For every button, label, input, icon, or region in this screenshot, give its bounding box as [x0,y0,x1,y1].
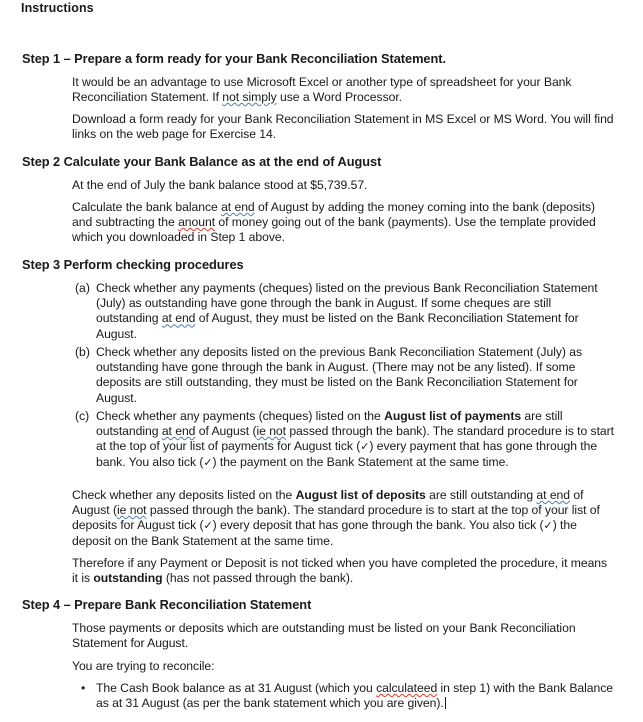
misspelling-calculateed: calculateed [376,681,438,695]
grammar-flag-at-end-3: at end [161,424,196,439]
grammar-flag-not-simply: not simply [222,90,277,105]
step-1-heading: Step 1 – Prepare a form ready for your Bank Reconciliation Statement. [22,51,446,66]
grammar-flag-ie-not-1: ie not [256,424,286,439]
step-3-summary-paragraph: Therefore if any Payment or Deposit is not ticked when you have completed the procedure, it means it is outstanding (has not passed through the bank). [72,556,608,586]
list-marker-b: (b) [75,345,90,359]
grammar-flag-at-end-1: at end [221,200,255,214]
step-2-heading: Step 2 Calculate your Bank Balance as at the end of August [22,154,382,169]
list-marker-a: (a) [75,281,90,295]
page-title: Instructions [21,1,94,15]
misspelling-anount: anount [178,215,216,230]
tick-icon: ✓ [543,519,553,533]
grammar-flag-ie-not-2: ie not [117,503,147,518]
bullet-marker: • [81,681,86,695]
step-4-heading: Step 4 – Prepare Bank Reconciliation Statement [22,597,312,612]
tick-icon: ✓ [203,455,213,469]
step-3-heading: Step 3 Perform checking procedures [22,257,244,272]
step-4-paragraph-2: You are trying to reconcile: [72,659,215,673]
step-3-deposits-paragraph: Check whether any deposits listed on the August list of deposits are still outstanding at end of August (ie not passed through the bank). The standard procedure is to start at the top of your list of deposits for August tick (✓) every deposit that has gone through the bank. You also tick (✓) the deposit on the Bank Statement at the same time. [72,488,600,548]
step-4-bullet-item: The Cash Book balance as at 31 August (which you calculateed in step 1) with the Bank Balance as at 31 August (as per the bank statement which you are given). [96,681,614,711]
step-2-paragraph-1: At the end of July the bank balance stood at $5,739.57. [72,178,368,192]
grammar-flag-at-end-4: at end [536,488,571,502]
bold-august-list-of-payments: August list of payments [384,409,522,423]
step-3-item-c: Check whether any payments (cheques) listed on the August list of payments are still outstanding at end of August (ie not passed through the bank). The standard procedure is to start at the top of your list of payments for August tick (✓) every payment that has gone through the bank. You also tick (✓) the payment on the Bank Statement at the same time. [96,409,615,469]
tick-icon: ✓ [360,440,370,454]
step-1-paragraph-2: Download a form ready for your Bank Reconciliation Statement in MS Excel or MS Word. You will find links on the web page for Exercise 14. [72,112,614,142]
bold-outstanding: outstanding [93,571,163,586]
text-caret [445,697,446,709]
step-2-paragraph-2: Calculate the bank balance at end of August by adding the money coming into the bank (deposits) and subtracting the anount of money going out of the bank (payments). Use the template provided which you downloaded in Step 1 above. [72,200,596,245]
bold-august-list-of-deposits: August list of deposits [295,488,426,502]
step-3-item-b: Check whether any deposits listed on the previous Bank Reconciliation Statement (July) as outstanding have gone through the bank in August. (There may not be any listed). If some deposits are still outstanding, they must be listed on the Bank Reconciliation Statement for August. [96,345,583,405]
step-1-paragraph-1: It would be an advantage to use Microsoft Excel or another type of spreadsheet for your Bank Reconciliation Statement. If not simply use a Word Processor. [72,75,572,105]
step-3-item-a: Check whether any payments (cheques) listed on the previous Bank Reconciliation Statement (July) as outstanding have gone through the bank in August. If some cheques are still outstanding at end of August, they must be listed on the Bank Reconciliation Statement for August. [96,281,598,341]
list-marker-c: (c) [75,409,90,423]
tick-icon: ✓ [203,519,213,533]
grammar-flag-at-end-2: at end [161,311,196,326]
step-4-paragraph-1: Those payments or deposits which are outstanding must be listed on your Bank Reconciliation Statement for August. [72,621,576,651]
